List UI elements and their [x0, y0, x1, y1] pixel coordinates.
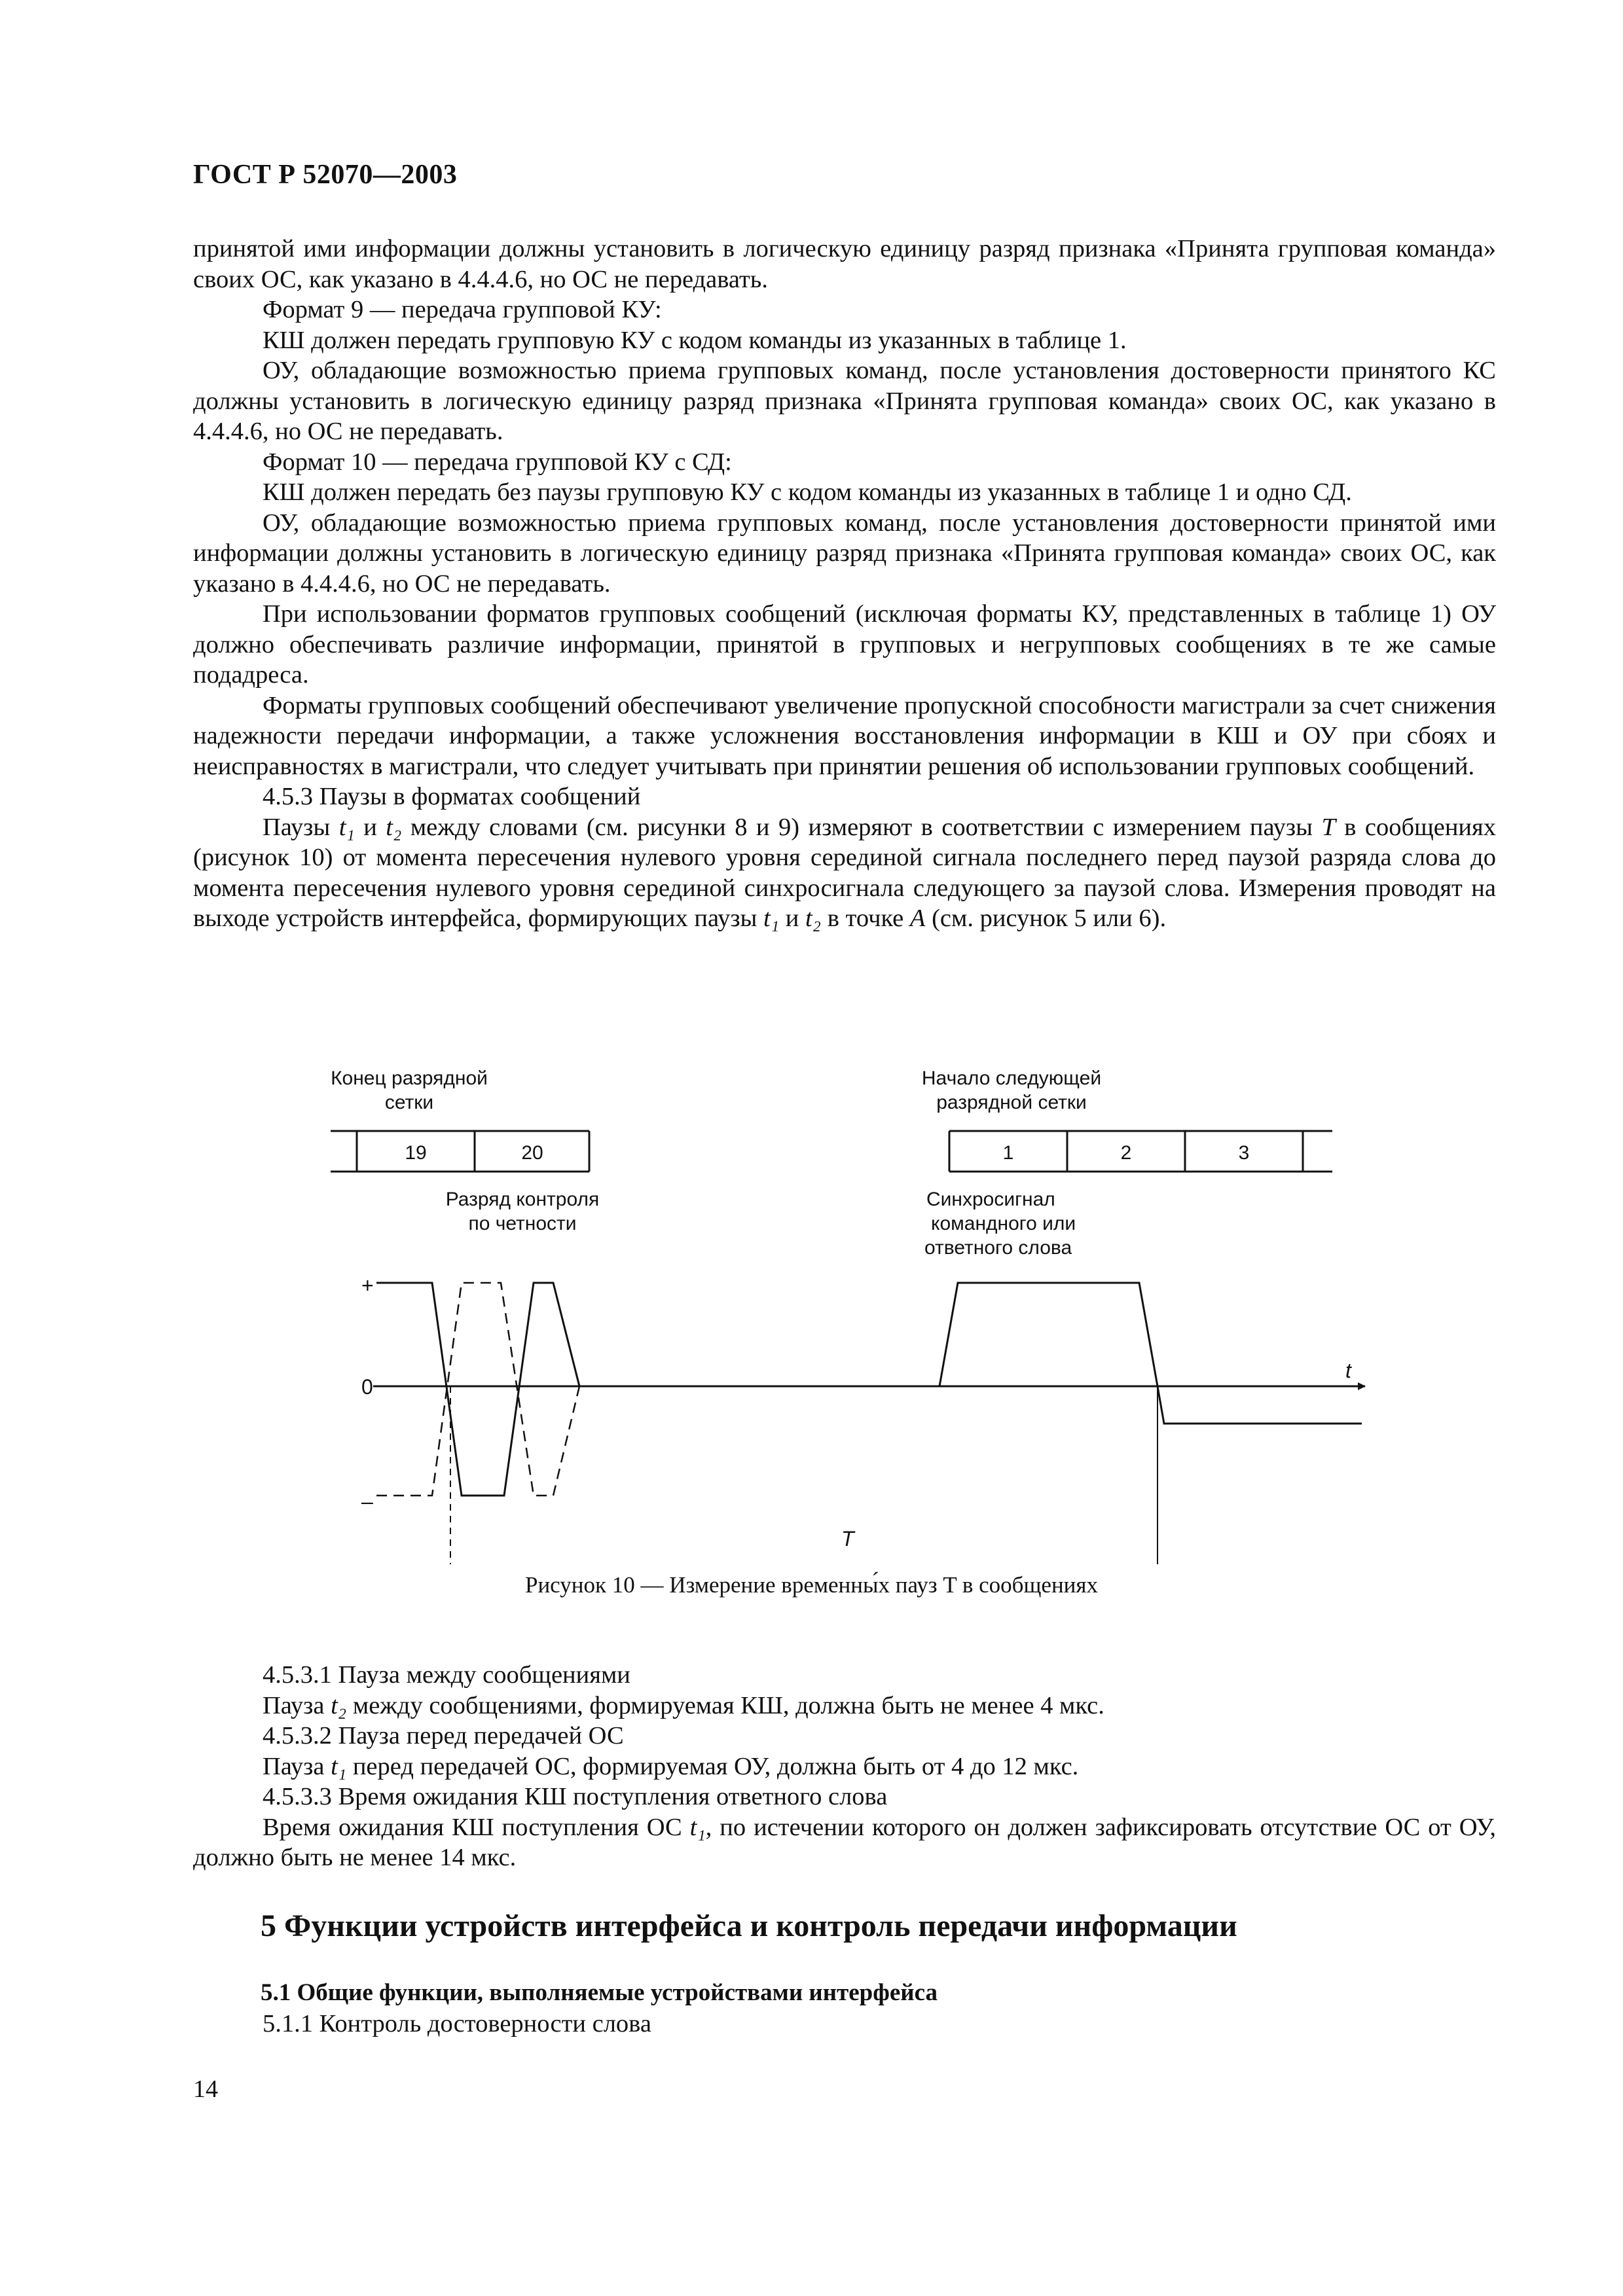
paragraph-6: При использовании форматов групповых сообщений (исключая форматы КУ, представленных в таблице 1) ОУ должно обеспечивать различие информации, принятой в групповых и негрупповых сообщениях в те же самые подадреса. — [193, 600, 1496, 689]
label-end-of-grid-2: сетки — [384, 1092, 434, 1113]
label-parity-bit-2: по четности — [468, 1213, 577, 1234]
section-5-1-heading: 5.1 Общие функции, выполняемые устройствами интерфейса — [261, 1979, 938, 2006]
paragraph-3: ОУ, обладающие возможностью приема групповых команд, после установления достоверности принятого КС должны установить в логическую единицу разряд признака «Принята групповая команда» своих ОС, как указано в 4.4.4.6, но ОС не передавать. — [193, 357, 1496, 445]
section-5-heading: 5 Функции устройств интерфейса и контроль передачи информации — [261, 1909, 1237, 1943]
bit-cell-19: 19 — [405, 1142, 427, 1164]
label-sync-signal-2: командного или — [931, 1213, 1076, 1234]
figure-10-diagram — [301, 1054, 1388, 1564]
waveform-solid — [376, 1283, 1362, 1496]
label-sync-signal-3: ответного слова — [924, 1237, 1072, 1259]
figure-caption: Рисунок 10 — Измерение временны́х пауз T в сообщениях — [524, 1572, 1099, 1598]
section-4-5-3-3-title: 4.5.3.3 Время ожидания КШ поступления ответного слова — [263, 1783, 888, 1810]
paragraph-4-5-3-3: Время ожидания КШ поступления ОС t₁, по истечении которого он должен зафиксировать отсутствие ОС от ОУ, должно быть не менее 14 мкс. — [193, 1813, 1496, 1871]
page-number: 14 — [193, 2075, 218, 2103]
paragraph-4: КШ должен передать без паузы групповую КУ с кодом команды из указанных в таблице 1 и одно СД. — [263, 478, 1352, 506]
paragraph-pauses: Паузы t₁ и t₂ между словами (см. рисунки 8 и 9) измеряют в соответствии с измерением паузы T в сообщениях (рисунок 10) от момента пересечения нулевого уровня серединой сигнала последнего перед паузой разряда слова до момента пересечения нулевого уровня серединой синхросигнала следующего за паузой слова. Измерения проводят на выходе устройств интерфейса, формирующих паузы t₁ и t₂ в точке A (см. рисунок 5 или 6). — [193, 813, 1496, 932]
bit-cell-2: 2 — [1120, 1142, 1132, 1164]
pause-T-dimension — [450, 1386, 1158, 1564]
waveform-dashed — [376, 1283, 579, 1496]
pause-T-label: T — [841, 1527, 854, 1551]
bit-cell-1: 1 — [1002, 1142, 1014, 1164]
paragraph-5: ОУ, обладающие возможностью приема групповых команд, после установления достоверности принятой ими информации должны установить в логическую единицу разряд признака «Принята групповая команда» своих ОС, как указано в 4.4.4.6, но ОС не передавать. — [193, 509, 1496, 598]
section-4-5-3-1-title: 4.5.3.1 Пауза между сообщениями — [263, 1661, 630, 1689]
section-5-1-1-heading: 5.1.1 Контроль достоверности слова — [263, 2010, 651, 2037]
section-4-5-3-2-title: 4.5.3.2 Пауза перед передачей ОС — [263, 1722, 624, 1749]
bit-cell-3: 3 — [1238, 1142, 1250, 1164]
paragraph-format10: Формат 10 — передача групповой КУ с СД: — [263, 448, 732, 476]
label-start-next-grid-2: разрядной сетки — [936, 1092, 1087, 1113]
paragraph-4-5-3-1: Пауза t₂ между сообщениями, формируемая КШ, должна быть не менее 4 мкс. — [263, 1691, 1104, 1719]
level-minus: – — [361, 1490, 373, 1513]
time-axis-label: t — [1345, 1359, 1351, 1382]
paragraph-4-5-3-2: Пауза t₁ перед передачей ОС, формируемая ОУ, должна быть от 4 до 12 мкс. — [263, 1752, 1079, 1780]
body-text-top — [193, 234, 1496, 934]
label-parity-bit-1: Разряд контроля — [445, 1189, 600, 1210]
label-sync-signal-1: Синхросигнал — [926, 1189, 1055, 1210]
level-zero: 0 — [361, 1375, 373, 1399]
paragraph-2: КШ должен передать групповую КУ с кодом команды из указанных в таблице 1. — [263, 326, 1127, 354]
paragraph-1: принятой ими информации должны установить в логическую единицу разряд признака «Принята групповая команда» своих ОС, как указано в 4.4.4.6, но ОС не передавать. — [193, 235, 1496, 293]
label-end-of-grid-1: Конец разрядной — [331, 1067, 488, 1089]
section-4-5-3-title: 4.5.3 Паузы в форматах сообщений — [263, 783, 641, 810]
document-header: ГОСТ Р 52070—2003 — [193, 160, 458, 190]
level-plus: + — [361, 1274, 374, 1297]
paragraph-format9: Формат 9 — передача групповой КУ: — [263, 296, 662, 323]
bit-cell-20: 20 — [521, 1142, 543, 1164]
body-text-bottom — [193, 1660, 1496, 1873]
label-start-next-grid-1: Начало следующей — [921, 1067, 1102, 1089]
paragraph-7: Форматы групповых сообщений обеспечивают увеличение пропускной способности магистрали за счет снижения надежности передачи информации, а также усложнения восстановления информации в КШ и ОУ при сбоях и неисправностях в магистрали, что следует учитывать при принятии решения об использовании групповых сообщений. — [193, 691, 1496, 780]
